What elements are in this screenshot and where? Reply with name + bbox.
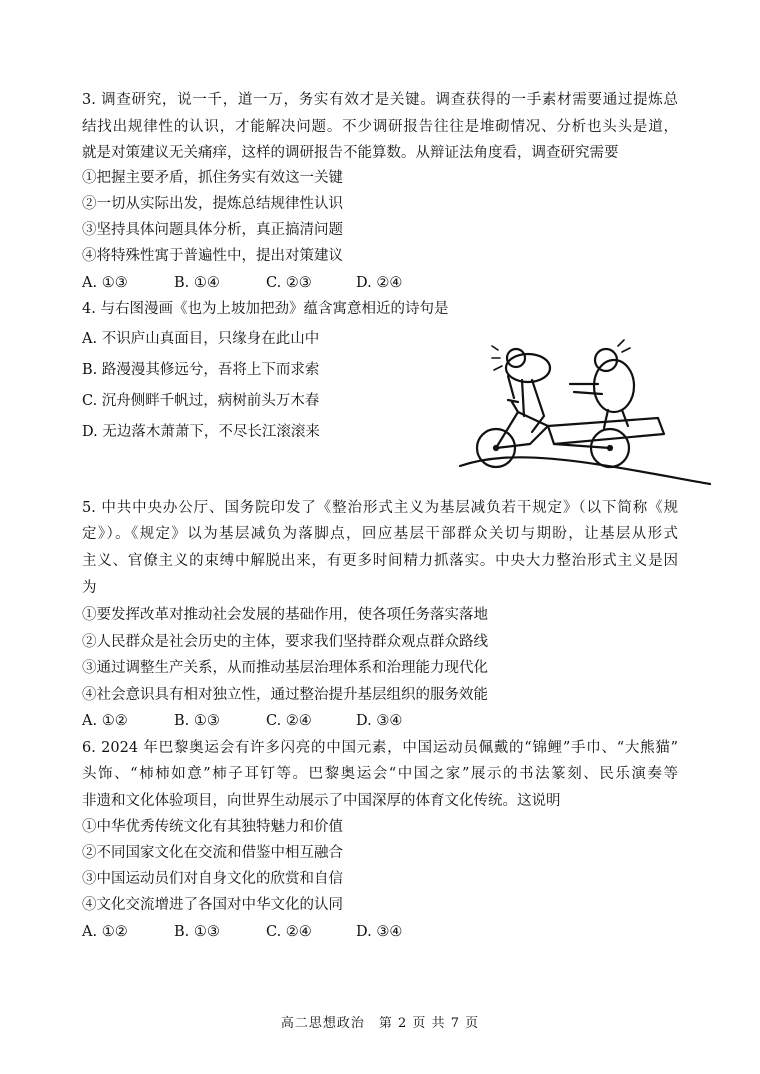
q5-stem-line-1: 5. 中共中央办公厅、国务院印发了《整治形式主义为基层减负若干规定》（以下简称《规 xyxy=(82,500,678,516)
q6-item-4: ④文化交流增进了各国对中华文化的认同 xyxy=(82,897,343,913)
q6-item-3: ③中国运动员们对自身文化的欣赏和自信 xyxy=(82,871,343,887)
q5-item-1: ①要发挥改革对推动社会发展的基础作用，使各项任务落实落地 xyxy=(82,607,488,623)
q3-option-a[interactable]: A. ①③ xyxy=(82,275,128,291)
q5-item-2: ②人民群众是社会历史的主体，要求我们坚持群众观点群众路线 xyxy=(82,634,488,650)
q3-option-b[interactable]: B. ①④ xyxy=(174,275,220,291)
q3-option-c[interactable]: C. ②③ xyxy=(266,275,312,291)
rider-head xyxy=(507,349,525,367)
q4-option-d[interactable]: D. 无边落木萧萧下，不尽长江滚滚来 xyxy=(82,424,320,440)
q3-stem-line-1: 3. 调查研究，说一千，道一万，务实有效才是关键。调查获得的一手素材需要通过提炼总 xyxy=(82,92,678,108)
q6-options xyxy=(82,922,402,942)
q5-option-c[interactable]: C. ②④ xyxy=(266,713,312,729)
q3-option-d[interactable]: D. ②④ xyxy=(356,275,403,291)
q6-item-2: ②不同国家文化在交流和借鉴中相互融合 xyxy=(82,845,343,861)
q3-item-2: ②一切从实际出发，提炼总结规律性认识 xyxy=(82,196,343,212)
q5-option-a[interactable]: A. ①② xyxy=(82,713,128,729)
q6-option-c[interactable]: C. ②④ xyxy=(266,924,312,940)
q5-stem-line-3: 主义、官僚主义的束缚中解脱出来，有更多时间精力抓落实。中央大力整治形式主义是因 xyxy=(82,553,678,569)
q3-item-3: ③坚持具体问题具体分析，真正搞清问题 xyxy=(82,222,343,238)
q3-stem-line-2: 结找出规律性的认识，才能解决问题。不少调研报告往往是堆砌情况、分析也头头是道， xyxy=(82,119,678,135)
q3-item-4: ④将特殊性寓于普遍性中，提出对策建议 xyxy=(82,248,343,264)
q5-stem-line-4: 为 xyxy=(82,580,97,596)
q6-option-b[interactable]: B. ①③ xyxy=(174,924,220,940)
q5-stem-line-2: 定》）。《规定》以为基层减负为落脚点，回应基层干部群众关切与期盼，让基层从形式 xyxy=(82,526,678,542)
q4-option-a[interactable]: A. 不识庐山真面目，只缘身在此山中 xyxy=(82,331,320,347)
cartoon-image xyxy=(458,336,712,496)
q4-option-c[interactable]: C. 沉舟侧畔千帆过，病树前头万木春 xyxy=(82,393,320,409)
hill-line xyxy=(460,457,710,484)
q5-option-b[interactable]: B. ①③ xyxy=(174,713,220,729)
q5-item-3: ③通过调整生产关系，从而推动基层治理体系和治理能力现代化 xyxy=(82,660,488,676)
q3-options xyxy=(82,273,402,293)
q4-option-b[interactable]: B. 路漫漫其修远兮，吾将上下而求索 xyxy=(82,362,320,378)
q5-options xyxy=(82,711,402,731)
q6-stem-line-3: 非遗和文化体验项目，向世界生动展示了中国深厚的体育文化传统。这说明 xyxy=(82,793,561,809)
q6-stem-line-2: 头饰、“柿柿如意”柿子耳钉等。巴黎奥运会“中国之家”展示的书法篆刻、民乐演奏等 xyxy=(82,766,678,782)
q6-stem-line-1: 6. 2024 年巴黎奥运会有许多闪亮的中国元素，中国运动员佩戴的“锦鲤”手巾、“大熊猫” xyxy=(82,740,678,756)
q6-option-a[interactable]: A. ①② xyxy=(82,924,128,940)
q3-item-1: ①把握主要矛盾，抓住务实有效这一关键 xyxy=(82,170,343,186)
q5-option-d[interactable]: D. ③④ xyxy=(356,713,403,729)
page-footer: 高二思想政治 第 2 页 共 7 页 xyxy=(280,1016,480,1031)
q6-item-1: ①中华优秀传统文化有其独特魅力和价值 xyxy=(82,819,343,835)
q3-stem-line-3: 就是对策建议无关痛痒，这样的调研报告不能算数。从辩证法角度看，调查研究需要 xyxy=(82,145,619,161)
q4-stem: 4. 与右图漫画《也为上坡加把劲》蕴含寓意相近的诗句是 xyxy=(82,301,449,317)
rider-body xyxy=(506,354,550,382)
q6-option-d[interactable]: D. ③④ xyxy=(356,924,403,940)
q5-item-4: ④社会意识具有相对独立性，通过整治提升基层组织的服务效能 xyxy=(82,687,488,703)
